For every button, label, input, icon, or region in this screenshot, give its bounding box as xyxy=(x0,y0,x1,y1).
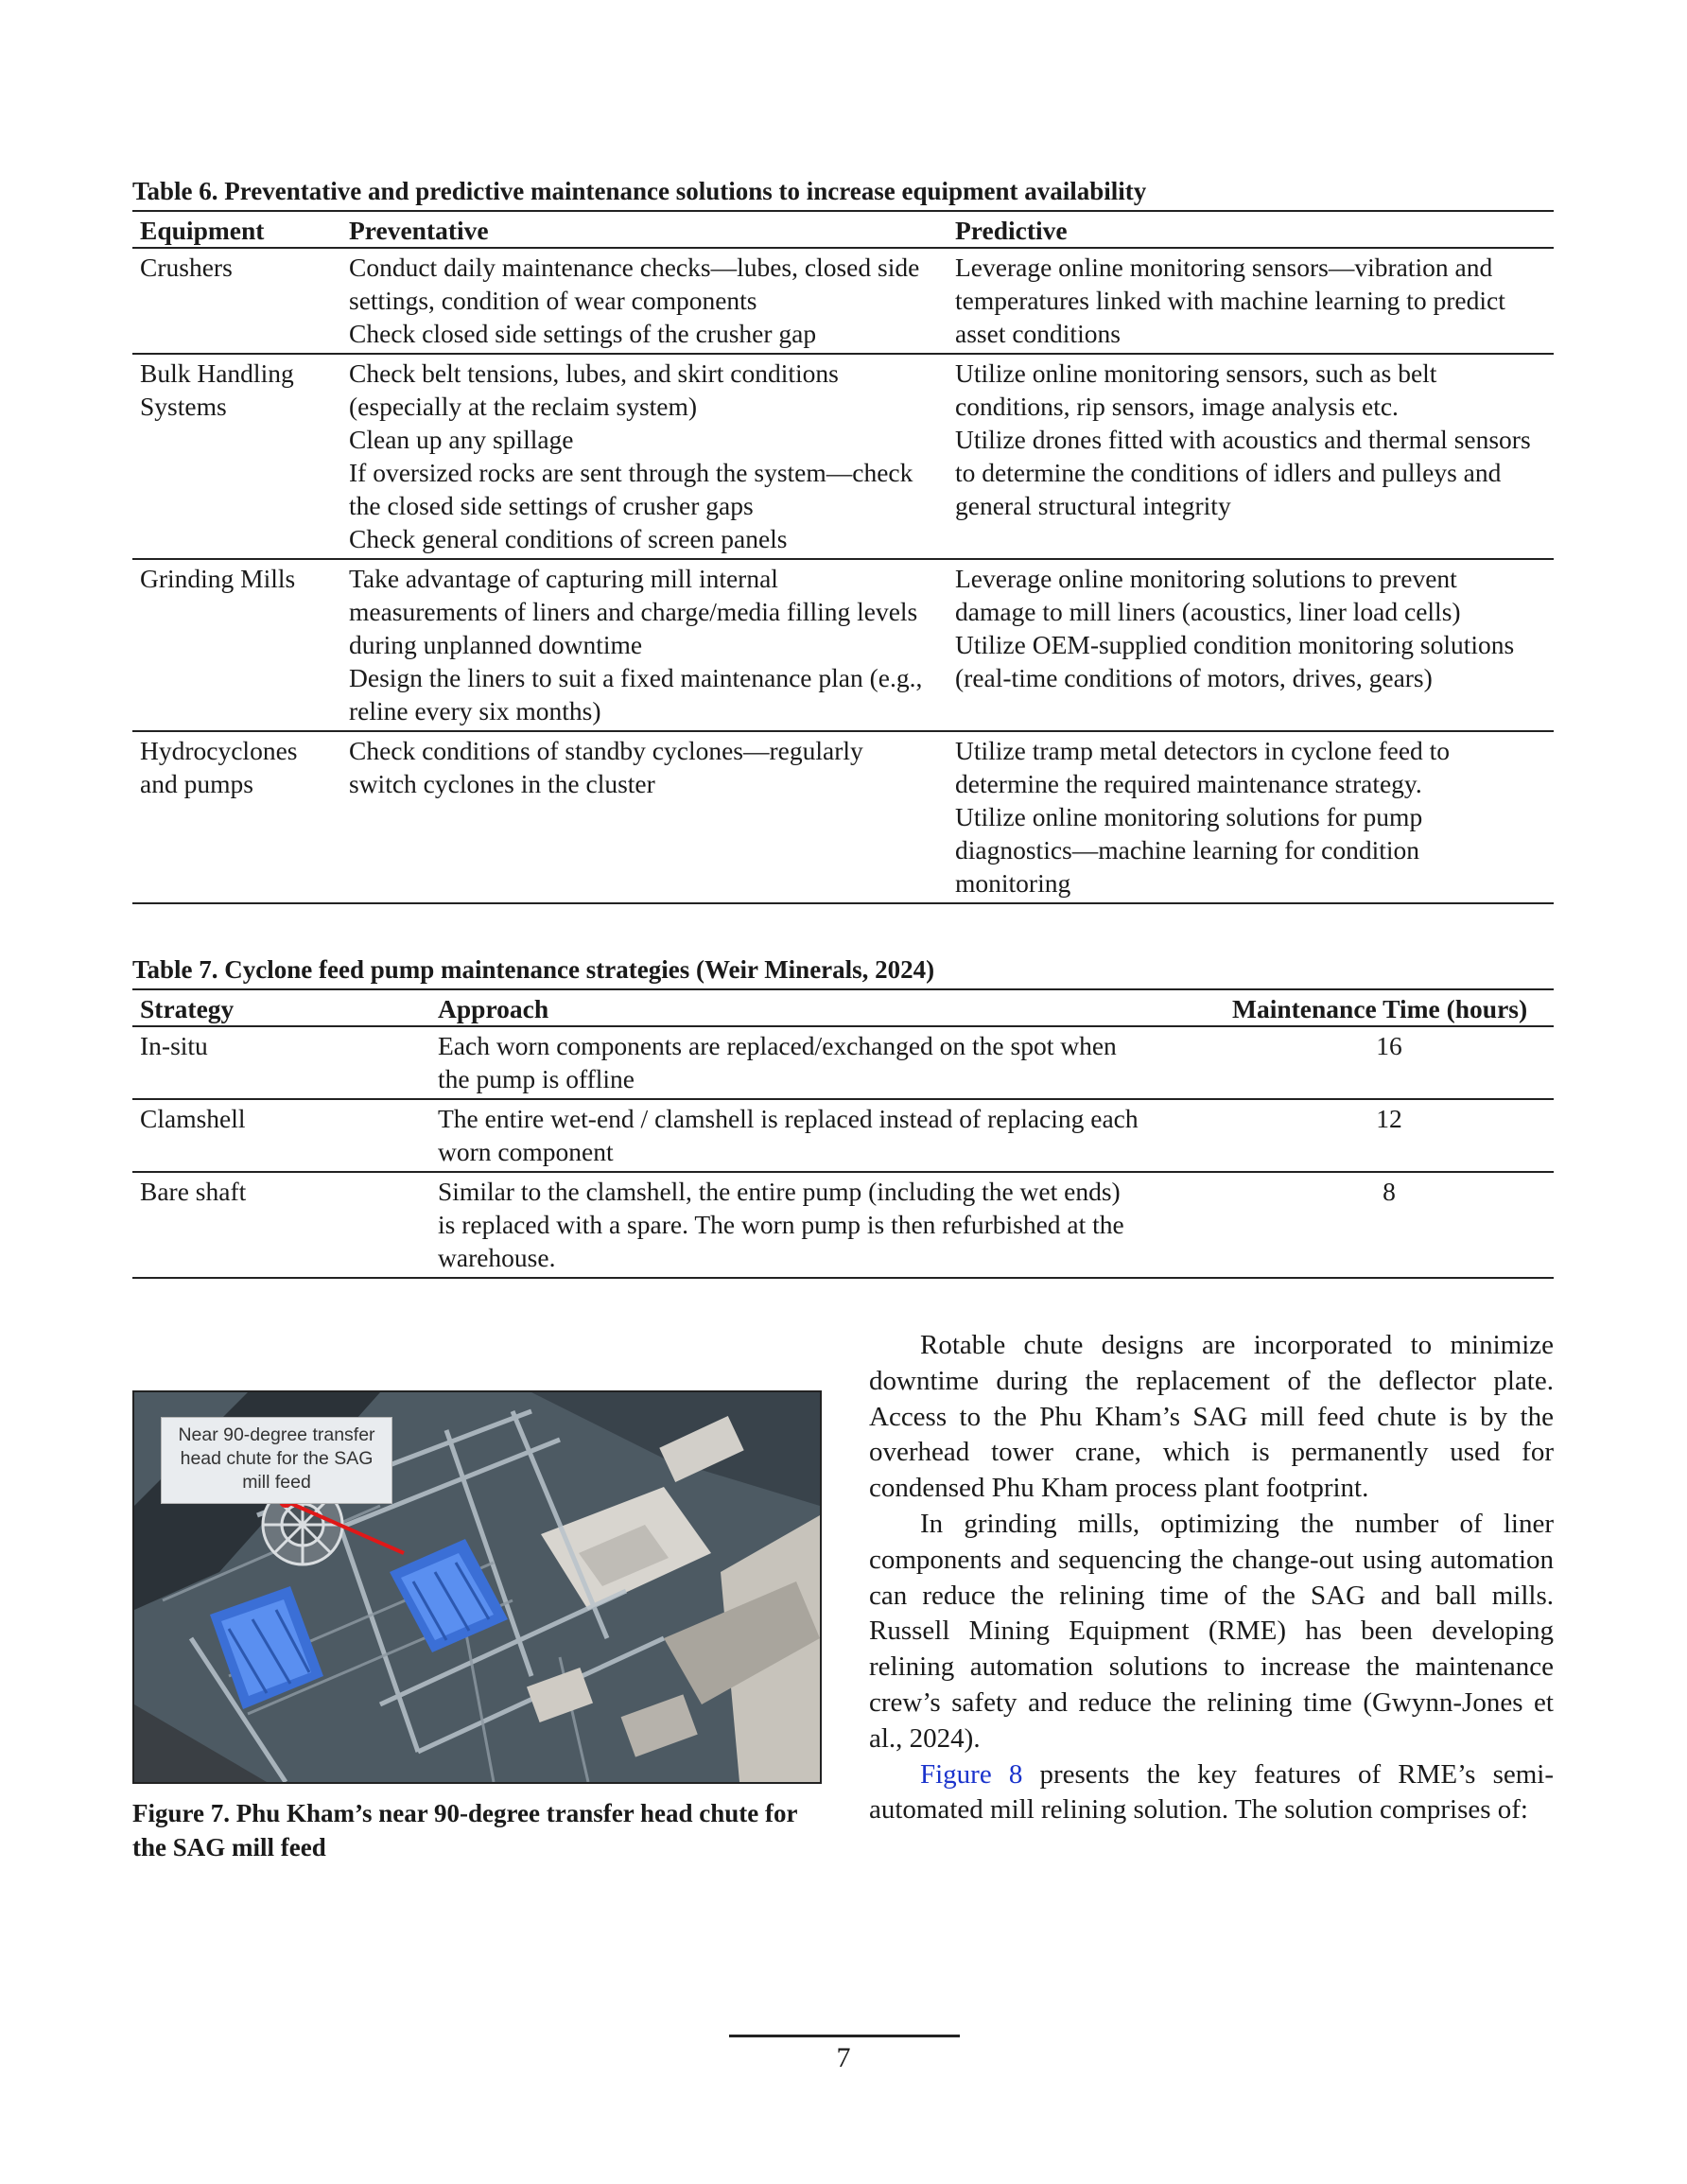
paragraph: In grinding mills, optimizing the number of liner components and sequencing the change-out using automation can reduce the relining time of the SAG and ball mills. Russell Mining Equipment (RME) has been developing relining automation solutions to increase the maintenance crew’s safety and reduce the relining time (Gwynn-Jones et al., 2024). xyxy=(869,1508,1554,1754)
footer-rule xyxy=(729,2035,960,2037)
table7-header-approach: Approach xyxy=(430,989,1225,1026)
predictive-cell: Leverage online monitoring sensors—vibration and temperatures linked with machine learning to predict asset conditions xyxy=(948,248,1554,354)
table7-header-strategy: Strategy xyxy=(132,989,430,1026)
table6-header-preventative: Preventative xyxy=(341,211,948,248)
strategy-cell: Clamshell xyxy=(132,1099,430,1172)
predictive-cell: Utilize tramp metal detectors in cyclone feed to determine the required maintenance strategy. Utilize online monitoring solutions for pump diagnostics—machine learning for condition monitoring xyxy=(948,731,1554,903)
table7-caption: Table 7. Cyclone feed pump maintenance strategies (Weir Minerals, 2024) xyxy=(132,955,935,984)
preventative-cell: Conduct daily maintenance checks—lubes, closed side settings, condition of wear components Check closed side settings of the crusher gap xyxy=(341,248,948,354)
figure7-caption: Figure 7. Phu Kham’s near 90-degree transfer head chute for the SAG mill feed xyxy=(132,1799,798,1861)
page-number: 7 xyxy=(836,2042,851,2073)
figure8-link[interactable]: Figure 8 xyxy=(920,1758,1023,1790)
equipment-cell: Hydrocyclones and pumps xyxy=(132,731,341,903)
preventative-cell: Check belt tensions, lubes, and skirt conditions (especially at the reclaim system) Clean up any spillage If oversized rocks are sent through the system—check the closed side settings of crusher gaps Check general conditions of screen panels xyxy=(341,354,948,559)
body-text-column xyxy=(869,1328,1554,1828)
time-cell: 12 xyxy=(1225,1099,1554,1172)
table6-header-row xyxy=(132,211,1554,248)
equipment-cell: Bulk Handling Systems xyxy=(132,354,341,559)
figure7-callout: Near 90-degree transfer head chute for the SAG mill feed xyxy=(161,1417,392,1504)
table6 xyxy=(132,210,1554,904)
table-row xyxy=(132,731,1554,903)
preventative-cell: Take advantage of capturing mill internal measurements of liners and charge/media filling levels during unplanned downtime Design the liners to suit a fixed maintenance plan (e.g., reline every six months) xyxy=(341,559,948,731)
preventative-cell: Check conditions of standby cyclones—regularly switch cyclones in the cluster xyxy=(341,731,948,903)
predictive-cell: Utilize online monitoring sensors, such as belt conditions, rip sensors, image analysis etc. Utilize drones fitted with acoustics and thermal sensors to determine the conditions of idlers and pulleys and general structural integrity xyxy=(948,354,1554,559)
table-row xyxy=(132,559,1554,731)
table7-header-time: Maintenance Time (hours) xyxy=(1225,989,1554,1026)
table6-caption: Table 6. Preventative and predictive maintenance solutions to increase equipment availability xyxy=(132,177,1147,205)
table7-header-row xyxy=(132,989,1554,1026)
table-row xyxy=(132,1099,1554,1172)
table-row xyxy=(132,248,1554,354)
equipment-cell: Crushers xyxy=(132,248,341,354)
table-row xyxy=(132,1026,1554,1099)
predictive-cell: Leverage online monitoring solutions to prevent damage to mill liners (acoustics, liner load cells) Utilize OEM-supplied condition monitoring solutions (real-time conditions of motors, drives, gears) xyxy=(948,559,1554,731)
time-cell: 8 xyxy=(1225,1172,1554,1278)
table-row xyxy=(132,354,1554,559)
table7 xyxy=(132,988,1554,1279)
table-row xyxy=(132,1172,1554,1278)
equipment-cell: Grinding Mills xyxy=(132,559,341,731)
figure7-aerial-photo xyxy=(132,1390,822,1784)
strategy-cell: Bare shaft xyxy=(132,1172,430,1278)
paragraph xyxy=(869,1757,1554,1829)
paragraph: Rotable chute designs are incorporated to minimize downtime during the replacement of the deflector plate. Access to the Phu Kham’s SAG mill feed chute is by the overhead tower crane, which is permanently used for condensed Phu Kham process plant footprint. xyxy=(869,1330,1554,1504)
approach-cell: The entire wet-end / clamshell is replaced instead of replacing each worn component xyxy=(430,1099,1225,1172)
paragraph-text: presents the key features of RME’s semi-automated mill relining solution. The solution comprises of: xyxy=(869,1758,1554,1826)
time-cell: 16 xyxy=(1225,1026,1554,1099)
approach-cell: Similar to the clamshell, the entire pump (including the wet ends) is replaced with a spare. The worn pump is then refurbished at the warehouse. xyxy=(430,1172,1225,1278)
table6-header-predictive: Predictive xyxy=(948,211,1554,248)
table6-header-equipment: Equipment xyxy=(132,211,341,248)
strategy-cell: In-situ xyxy=(132,1026,430,1099)
approach-cell: Each worn components are replaced/exchanged on the spot when the pump is offline xyxy=(430,1026,1225,1099)
